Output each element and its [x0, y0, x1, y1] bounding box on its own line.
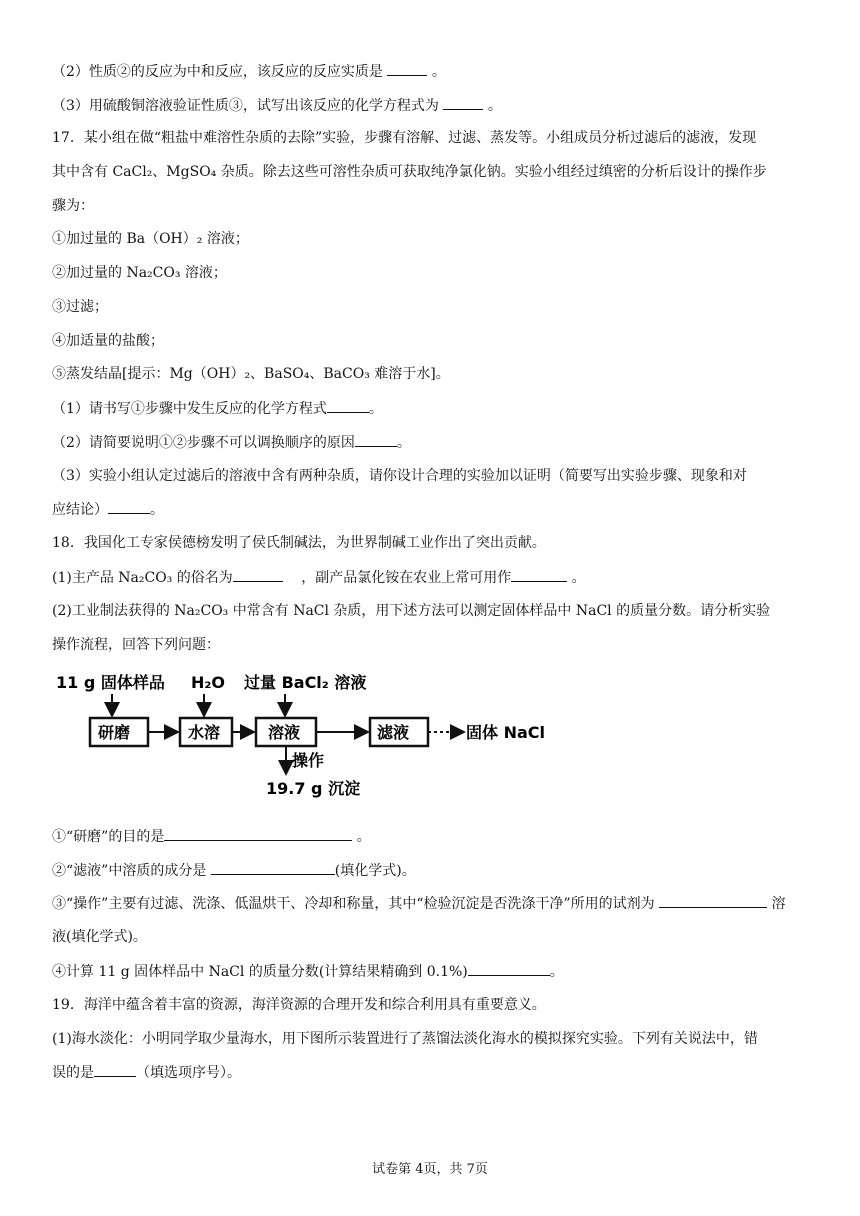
q17-q2-text: （2）请简要说明①②步骤不可以调换顺序的原因	[52, 435, 355, 451]
box-dissolve-label: 水溶	[188, 723, 221, 742]
q19-p1-text-a: 误的是	[52, 1065, 94, 1081]
q16-part3-text: （3）用硫酸铜溶液验证性质③，试写出该反应的化学方程式为	[52, 98, 439, 114]
answer-blank[interactable]	[659, 893, 767, 908]
q17-question3-line2	[52, 499, 812, 520]
q16-part3	[52, 95, 812, 116]
q17-step3: ③过滤；	[52, 299, 108, 315]
q18-a1-text: ①“研磨”的目的是	[52, 829, 165, 845]
q18-a3-text-a: ③“操作”主要有过滤、洗涤、低温烘干、冷却和称量，其中“检验沉淀是否洗涤干净”所用的试剂为	[52, 896, 655, 912]
period: 。	[150, 502, 164, 518]
period: 。	[487, 98, 502, 114]
q17-step5: ⑤蒸发结晶[提示：Mg（OH）₂、BaSO₄、BaCO₃ 难溶于水]。	[52, 366, 450, 382]
label-operation: 操作	[292, 751, 325, 770]
answer-blank[interactable]	[108, 499, 150, 514]
q19-part1-line1: (1)海水淡化：小明同学取少量海水，用下图所示装置进行了蒸馏法淡化海水的模拟探究实验。下列有关说法中，错	[52, 1031, 758, 1047]
q19-stem: 19．海洋中蕴含着丰富的资源，海洋资源的合理开发和综合利用具有重要意义。	[52, 997, 546, 1013]
q17-step1: ①加过量的 Ba（OH）₂ 溶液；	[52, 231, 249, 247]
label-bacl2: 过量 BaCl₂ 溶液	[244, 673, 367, 692]
q18-stem: 18．我国化工专家侯德榜发明了侯氏制碱法，为世界制碱工业作出了突出贡献。	[52, 535, 546, 551]
q18-part1	[52, 567, 812, 588]
q17-step2: ②加过量的 Na₂CO₃ 溶液；	[52, 265, 227, 281]
period: 。	[368, 401, 383, 417]
label-water: H₂O	[191, 673, 225, 692]
q18-p1-text-b: ，副产品氯化铵在农业上常可用作	[301, 570, 512, 586]
period: 。	[431, 64, 446, 80]
q18-answer4	[52, 961, 812, 982]
answer-blank[interactable]	[327, 398, 369, 413]
q16-part2-text: （2）性质②的反应为中和反应，该反应的反应实质是	[52, 64, 383, 80]
q18-answer1	[52, 826, 812, 847]
period: 。	[396, 435, 411, 451]
q18-part2-line2: 操作流程，回答下列问题：	[52, 637, 220, 653]
q18-answer2	[52, 860, 812, 881]
label-solid-nacl: 固体 NaCl	[466, 723, 545, 742]
q17-stem-line1: 17．某小组在做“粗盐中难溶性杂质的去除”实验，步骤有溶解、过滤、蒸发等。小组成员分析过滤后的滤液，发现	[52, 130, 757, 146]
answer-blank[interactable]	[443, 95, 483, 110]
page-footer: 试卷第 4页，共 7页	[372, 1162, 488, 1177]
answer-blank[interactable]	[511, 567, 567, 582]
q18-a2-text-b: (填化学式)。	[334, 863, 416, 879]
box-solution-label: 溶液	[268, 723, 301, 742]
q18-a3-text-b: 溶	[771, 896, 786, 912]
label-sample: 11 g 固体样品	[56, 673, 165, 692]
q17-question2	[52, 432, 812, 453]
q18-part2-line1: (2)工业制法获得的 Na₂CO₃ 中常含有 NaCl 杂质，用下述方法可以测定固体样品中 NaCl 的质量分数。请分析实验	[52, 603, 771, 619]
label-precipitate: 19.7 g 沉淀	[266, 779, 361, 798]
flow-svg	[52, 662, 572, 807]
q16-part2	[52, 61, 812, 82]
q17-question1	[52, 398, 812, 419]
q17-question3-line1: （3）实验小组认定过滤后的溶液中含有两种杂质，请你设计合理的实验加以证明（简要写出实验步骤、现象和对	[52, 468, 747, 484]
q17-stem-line2: 其中含有 CaCl₂、MgSO₄ 杂质。除去这些可溶性杂质可获取纯净氯化钠。实验小组经过缜密的分析后设计的操作步	[52, 164, 767, 180]
q18-a4-text: ④计算 11 g 固体样品中 NaCl 的质量分数(计算结果精确到 0.1%)	[52, 964, 468, 980]
box-filtrate-label: 滤液	[377, 723, 410, 742]
answer-blank[interactable]	[468, 961, 550, 976]
q17-step4: ④加适量的盐酸；	[52, 333, 164, 349]
answer-blank[interactable]	[94, 1062, 136, 1077]
q19-p1-text-b: （填选项序号）。	[136, 1065, 241, 1081]
answer-blank[interactable]	[164, 826, 352, 841]
q18-answer3-line2: 液(填化学式)。	[52, 929, 147, 945]
q18-p1-text-a: (1)主产品 Na₂CO₃ 的俗名为	[52, 570, 233, 586]
answer-blank[interactable]	[355, 432, 397, 447]
period: 。	[356, 829, 371, 845]
q18-a2-text-a: ②“滤液”中溶质的成分是	[52, 863, 207, 879]
period: 。	[549, 964, 564, 980]
q17-q3-text: 应结论）	[52, 502, 108, 518]
q17-q1-text: （1）请书写①步骤中发生反应的化学方程式	[52, 401, 327, 417]
answer-blank[interactable]	[387, 61, 427, 76]
process-flow-diagram	[52, 662, 572, 807]
q17-stem-line3: 骤为：	[52, 198, 94, 214]
period: 。	[571, 570, 586, 586]
box-grind-label: 研磨	[98, 723, 131, 742]
answer-blank[interactable]	[211, 860, 335, 875]
q18-answer3-line1	[52, 893, 812, 914]
answer-blank[interactable]	[233, 567, 283, 582]
q19-part1-line2	[52, 1062, 812, 1083]
